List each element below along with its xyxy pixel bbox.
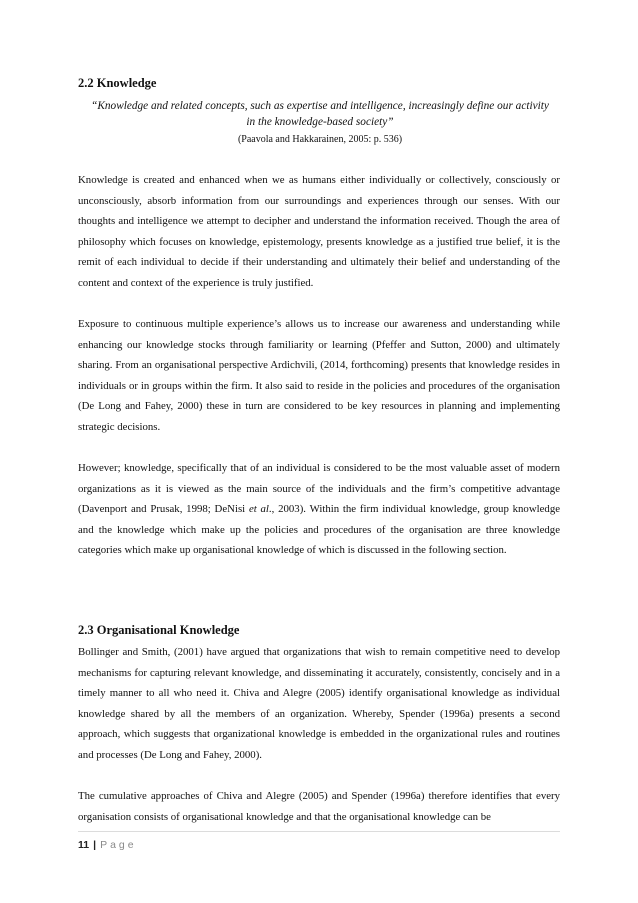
paragraph-knowledge-3 — [78, 458, 560, 561]
epigraph-citation: (Paavola and Hakkarainen, 2005: p. 536) — [237, 134, 403, 145]
epigraph-quote: “Knowledge and related concepts, such as expertise and intelligence, increasingly define our activity in the knowledge-based society” — [91, 100, 549, 128]
page-label: Page — [100, 839, 137, 851]
footer-divider — [78, 831, 560, 832]
footer-separator: | — [93, 839, 97, 851]
paragraph-knowledge-1: Knowledge is created and enhanced when we as humans either individually or collectively, consciously or unconsciously, absorb information from our surroundings and experiences through our senses. With our thoughts and intelligence we attempt to decipher and understand the information received. Though the area of philosophy which focuses on knowledge, epistemology, presents knowledge as a justified true belief, it is the remit of each individual to decide if their understanding and ultimately their belief and understanding of the content and context of the experience is truly justified. — [78, 174, 560, 289]
paragraph-text: ., 2003). Within the firm individual knowledge, group knowledge and the knowledge which make up the policies and procedures of the organisation are three knowledge categories which make up organisational knowledge of which is discussed in the following section. — [78, 503, 561, 556]
paragraph-knowledge-2: Exposure to continuous multiple experience’s allows us to increase our awareness and understanding while enhancing our knowledge stocks through familiarity or learning (Pfeffer and Sutton, 2000) and ultimately sharing. From an organisational perspective Ardichvili, (2014, forthcoming) presents that knowledge resides in individuals or in groups within the firm. It also said to reside in the policies and procedures of the organisation (De Long and Fahey, 2000) these in turn are considered to be key resources in planning and implementing strategic decisions. — [78, 318, 560, 433]
page-number: 11 — [78, 839, 90, 851]
italic-et-al: et al — [248, 503, 269, 515]
section-heading-organisational-knowledge: 2.3 Organisational Knowledge — [78, 623, 240, 637]
paragraph-organisational-1: Bollinger and Smith, (2001) have argued that organizations that wish to remain competitive need to develop mechanisms for capturing relevant knowledge, and disseminating it accurately, consistently, concisely and in a timely manner to all who need it. Chiva and Alegre (2005) identify organisational knowledge as individual knowledge shared by all the members of an organization. Whereby, Spender (1996a) presents a second approach, which suggests that organizational knowledge is embedded in the organizational rules and routines and processes (De Long and Fahey, 2000). — [78, 646, 560, 761]
paragraph-text: However; knowledge, specifically that of an individual is considered to be the most valuable asset of modern organizations as it is viewed as the main source of the individuals and the firm’s competitive advantage (Davenport and Prusak, 1998; DeNisi — [78, 462, 560, 515]
page-footer — [78, 838, 137, 852]
paragraph-organisational-2: The cumulative approaches of Chiva and Alegre (2005) and Spender (1996a) therefore identifies that every organisation consists of organisational knowledge and that the organisational knowledge can be — [78, 790, 560, 823]
section-heading-knowledge: 2.2 Knowledge — [78, 76, 157, 90]
